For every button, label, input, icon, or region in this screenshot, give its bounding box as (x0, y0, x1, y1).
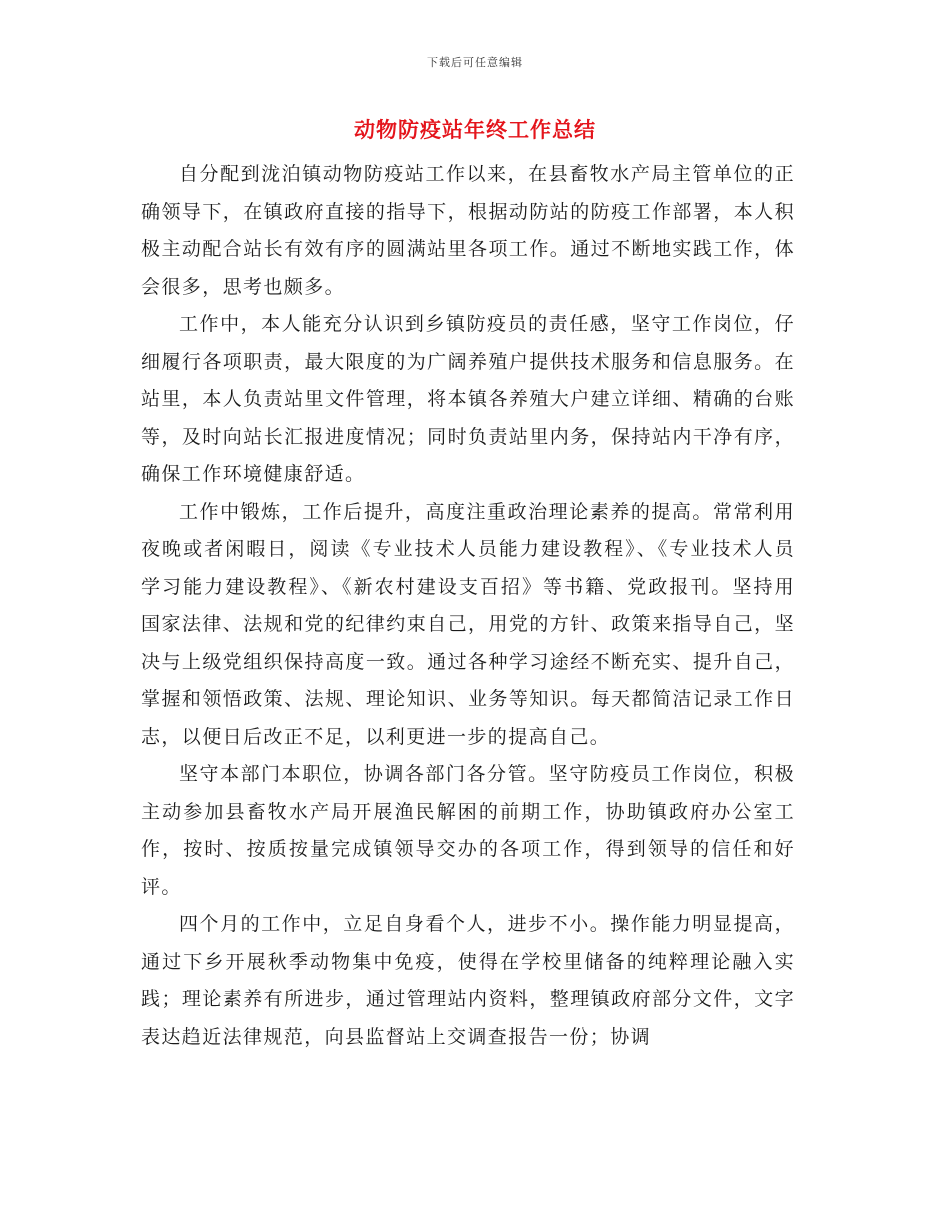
paragraph: 四个月的工作中，立足自身看个人，进步不小。操作能力明显提高，通过下乡开展秋季动物集中免疫，使得在学校里储备的纯粹理论融入实践；理论素养有所进步，通过管理站内资料，整理镇政府部分文件，文字表达趋近法律规范，向县监督站上交调查报告一份；协调 (141, 913, 795, 1048)
paragraph: 坚守本部门本职位，协调各部门各分管。坚守防疫员工作岗位，积极主动参加县畜牧水产局开展渔民解困的前期工作，协助镇政府办公室工作，按时、按质按量完成镇领导交办的各项工作，得到领导的信任和好评。 (141, 763, 795, 898)
document-title: 动物防疫站年终工作总结 (354, 117, 596, 142)
document-body (141, 156, 795, 1056)
paragraph: 自分配到泷泊镇动物防疫站工作以来，在县畜牧水产局主管单位的正确领导下，在镇政府直接的指导下，根据动防站的防疫工作部署，本人积极主动配合站长有效有序的圆满站里各项工作。通过不断地实践工作，体会很多，思考也颇多。 (141, 163, 795, 298)
paragraph: 工作中，本人能充分认识到乡镇防疫员的责任感，坚守工作岗位，仔细履行各项职责，最大限度的为广阔养殖户提供技术服务和信息服务。在站里，本人负责站里文件管理，将本镇各养殖大户建立详细、精确的台账等，及时向站长汇报进度情况；同时负责站里内务，保持站内干净有序，确保工作环境健康舒适。 (141, 313, 795, 485)
paragraph: 工作中锻炼，工作后提升，高度注重政治理论素养的提高。常常利用夜晚或者闲暇日，阅读《专业技术人员能力建设教程》、《专业技术人员学习能力建设教程》、《新农村建设支百招》等书籍、党政报刊。坚持用国家法律、法规和党的纪律约束自己，用党的方针、政策来指导自己，坚决与上级党组织保持高度一致。通过各种学习途经不断充实、提升自己，掌握和领悟政策、法规、理论知识、业务等知识。每天都简洁记录工作日志，以便日后改正不足，以利更进一步的提高自己。 (141, 500, 795, 748)
header-note: 下载后可任意编辑 (427, 56, 523, 69)
